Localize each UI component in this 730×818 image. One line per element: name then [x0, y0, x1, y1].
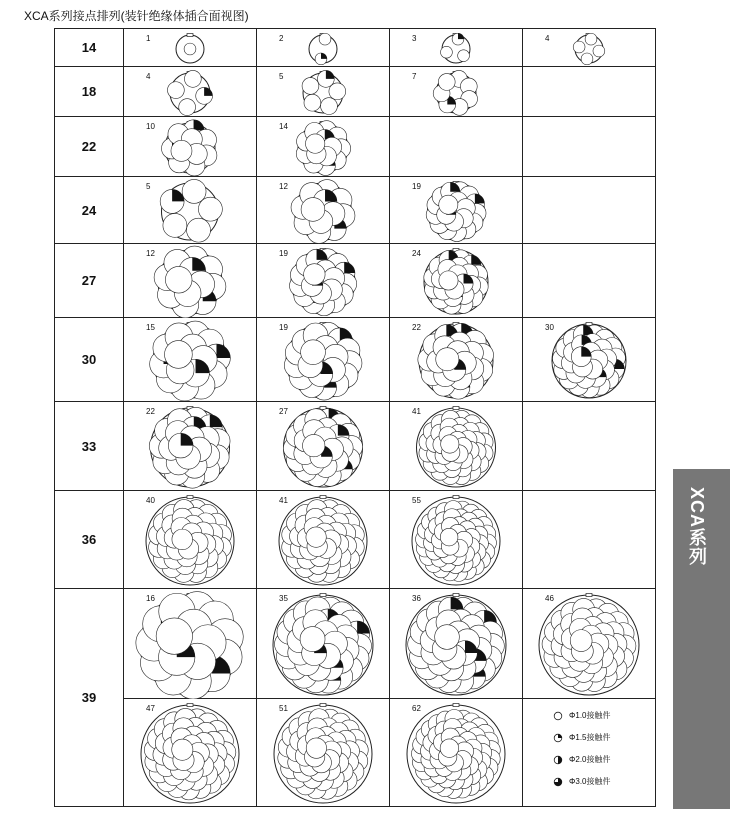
contact-pin	[306, 527, 326, 547]
contact-count-label: 3	[412, 34, 417, 43]
table-row	[55, 589, 656, 699]
contact-pin	[441, 46, 453, 58]
insert-face-drawing	[274, 704, 372, 804]
contact-pin	[593, 45, 605, 57]
insert-diagram	[257, 117, 389, 177]
contact-pin	[304, 94, 321, 111]
arrangement-cell	[124, 67, 257, 117]
arrangement-cell	[523, 244, 656, 318]
shell-size-cell: 24	[55, 177, 124, 244]
insert-face-drawing	[309, 33, 337, 65]
contact-count-label: 27	[279, 407, 288, 416]
arrangement-cell	[390, 402, 523, 491]
shell-size-cell: 14	[55, 29, 124, 67]
empty-circle-icon	[553, 711, 563, 721]
contact-pin	[172, 739, 193, 760]
arrangement-cell	[257, 177, 390, 244]
quarter-circle-icon	[553, 733, 563, 743]
contact-pin	[179, 99, 196, 116]
arrangement-cell	[390, 491, 523, 589]
insert-face-drawing	[162, 120, 217, 176]
insert-face-drawing	[424, 249, 488, 315]
contact-pin	[570, 630, 592, 652]
arrangement-cell	[390, 117, 523, 177]
contact-pin	[581, 53, 593, 65]
insert-diagram	[124, 177, 256, 244]
arrangement-cell	[390, 699, 523, 807]
arrangement-cell	[390, 67, 523, 117]
series-side-tab	[673, 469, 730, 809]
contact-count-label: 62	[412, 704, 421, 713]
contact-pin	[300, 627, 325, 652]
contact-count-label: 10	[146, 122, 155, 131]
contact-pin	[303, 434, 325, 456]
arrangement-cell	[257, 67, 390, 117]
contact-count-label: 14	[279, 122, 288, 131]
insert-face-drawing	[279, 496, 367, 586]
insert-face-drawing	[167, 70, 212, 115]
insert-face-drawing	[418, 323, 494, 400]
arrangement-cell	[124, 589, 257, 699]
contact-pin	[440, 528, 458, 546]
table-row	[55, 29, 656, 67]
insert-face-drawing	[176, 34, 204, 64]
legend-item	[553, 771, 611, 793]
contact-pin	[304, 264, 325, 285]
contact-pin	[438, 74, 455, 91]
shell-size-cell: 27	[55, 244, 124, 318]
insert-diagram	[257, 244, 389, 318]
arrangement-cell	[124, 177, 257, 244]
table-row	[55, 117, 656, 177]
contact-count-label: 5	[279, 72, 284, 81]
contact-pin	[156, 618, 192, 654]
shell-size-cell: 39	[55, 589, 124, 807]
arrangement-cell	[390, 244, 523, 318]
insert-diagram	[257, 589, 389, 699]
insert-diagram	[390, 491, 522, 589]
contact-count-label: 5	[146, 182, 151, 191]
arrangement-cell	[523, 589, 656, 699]
arrangement-cell	[124, 699, 257, 807]
insert-diagram	[390, 244, 522, 318]
insert-diagram	[390, 67, 522, 117]
insert-diagram	[390, 589, 522, 699]
insert-diagram	[124, 699, 256, 807]
table-row	[55, 67, 656, 117]
insert-diagram	[124, 29, 256, 67]
legend-item	[553, 727, 611, 749]
insert-face-drawing	[284, 322, 362, 400]
insert-face-drawing	[441, 33, 470, 63]
contact-pin	[172, 529, 193, 550]
arrangement-cell	[523, 491, 656, 589]
arrangement-cell	[124, 117, 257, 177]
contact-count-label: 35	[279, 594, 288, 603]
insert-diagram	[257, 177, 389, 244]
insert-diagram	[390, 402, 522, 491]
page-title: XCA系列接点排列(装针绝缘体插合面视图)	[24, 9, 249, 23]
contact-pin	[573, 41, 585, 53]
contact-pin	[439, 195, 458, 214]
contact-pin	[321, 98, 338, 115]
insert-diagram	[124, 491, 256, 589]
contact-pin	[585, 33, 597, 45]
side-tab-label: XCA系列	[687, 487, 707, 567]
insert-diagram	[257, 67, 389, 117]
insert-diagram	[124, 589, 256, 699]
half-circle-icon	[553, 755, 563, 765]
contact-count-label: 41	[279, 496, 288, 505]
contact-pin	[167, 82, 184, 99]
arrangement-cell	[390, 177, 523, 244]
contact-count-label: 40	[146, 496, 155, 505]
insert-face-drawing	[154, 246, 226, 318]
arrangement-cell	[124, 402, 257, 491]
table-row	[55, 318, 656, 402]
contact-pin	[301, 198, 325, 222]
contact-count-label: 22	[146, 407, 155, 416]
legend-item	[553, 705, 611, 727]
arrangement-cell	[523, 699, 656, 807]
contact-pin	[163, 213, 187, 237]
contact-pin	[198, 197, 222, 221]
contact-pin	[306, 738, 326, 758]
insert-face-drawing	[291, 180, 355, 244]
insert-diagram	[257, 699, 389, 807]
insert-diagram	[390, 177, 522, 244]
legend-label: Φ1.5接触件	[569, 733, 611, 742]
contact-pin	[187, 218, 211, 242]
arrangement-cell	[124, 491, 257, 589]
legend-label: Φ1.0接触件	[569, 711, 611, 720]
arrangement-cell	[124, 318, 257, 402]
contact-count-label: 4	[545, 34, 550, 43]
contact-count-label: 19	[279, 249, 288, 258]
shell-size-cell: 30	[55, 318, 124, 402]
insert-face-drawing	[160, 179, 222, 242]
contact-count-label: 2	[279, 34, 284, 43]
contact-pin	[439, 271, 458, 290]
contact-count-label: 22	[412, 323, 421, 332]
contact-pin	[171, 140, 192, 161]
table-row	[55, 177, 656, 244]
arrangement-cell	[390, 589, 523, 699]
shell-size-cell: 18	[55, 67, 124, 117]
contact-pin	[165, 341, 193, 369]
contact-pin	[435, 625, 460, 650]
contact-count-label: 51	[279, 704, 288, 713]
legend-label: Φ2.0接触件	[569, 755, 611, 764]
insert-face-drawing	[426, 182, 486, 242]
insert-diagram	[523, 29, 655, 67]
insert-diagram	[523, 589, 655, 699]
legend-item	[553, 749, 611, 771]
arrangement-cell	[523, 117, 656, 177]
insert-face-drawing	[433, 70, 477, 115]
contact-count-label: 46	[545, 594, 554, 603]
insert-diagram	[257, 29, 389, 67]
insert-diagram	[390, 699, 522, 807]
contact-count-label: 19	[279, 323, 288, 332]
arrangement-cell	[390, 318, 523, 402]
insert-diagram	[124, 318, 256, 402]
table-row	[55, 491, 656, 589]
insert-face-drawing	[417, 407, 496, 488]
contact-count-label: 19	[412, 182, 421, 191]
contact-count-label: 15	[146, 323, 155, 332]
arrangement-cell	[257, 117, 390, 177]
arrangement-cell	[257, 244, 390, 318]
insert-face-drawing	[283, 407, 362, 488]
contact-pin	[319, 33, 331, 45]
contact-pin	[458, 50, 470, 62]
insert-face-drawing	[296, 121, 350, 176]
insert-face-drawing	[552, 323, 626, 399]
insert-face-drawing	[141, 704, 239, 804]
arrangement-cell	[257, 402, 390, 491]
insert-diagram	[124, 117, 256, 177]
contact-count-label: 41	[412, 407, 421, 416]
insert-face-drawing	[136, 592, 243, 699]
contact-pin	[165, 266, 192, 293]
shell-size-cell: 22	[55, 117, 124, 177]
contact-legend	[553, 705, 611, 793]
shell-size-cell: 36	[55, 491, 124, 589]
insert-face-drawing	[273, 594, 373, 696]
contact-pin	[436, 348, 459, 371]
insert-face-drawing	[412, 496, 500, 586]
contact-pin	[329, 83, 346, 100]
contact-count-label: 47	[146, 704, 155, 713]
arrangement-cell	[390, 29, 523, 67]
insert-face-drawing	[406, 594, 506, 696]
contact-pin	[302, 78, 319, 95]
insert-face-drawing	[407, 704, 505, 804]
arrangement-cell	[257, 589, 390, 699]
insert-diagram	[124, 244, 256, 318]
insert-face-drawing	[290, 249, 357, 316]
contact-count-label: 1	[146, 34, 151, 43]
contact-pin	[301, 340, 326, 365]
arrangement-cell	[257, 318, 390, 402]
legend-label: Φ3.0接触件	[569, 777, 611, 786]
contact-count-label: 12	[279, 182, 288, 191]
arrangement-cell	[523, 29, 656, 67]
arrangement-cell	[523, 177, 656, 244]
insert-diagram	[523, 318, 655, 402]
contact-count-label: 36	[412, 594, 421, 603]
insert-diagram	[257, 491, 389, 589]
insert-face-drawing	[150, 321, 231, 401]
arrangement-cell	[257, 29, 390, 67]
insert-diagram	[124, 67, 256, 117]
contact-count-label: 30	[545, 323, 554, 332]
insert-face-drawing	[149, 407, 230, 489]
three-quarter-circle-icon	[553, 777, 563, 787]
arrangement-cell	[124, 244, 257, 318]
insert-diagram	[257, 402, 389, 491]
shell-size-cell: 33	[55, 402, 124, 491]
insert-diagram	[124, 402, 256, 491]
arrangement-cell	[257, 491, 390, 589]
arrangement-cell	[523, 402, 656, 491]
contact-pin	[182, 179, 206, 203]
insert-diagram	[390, 318, 522, 402]
contact-count-label: 24	[412, 249, 421, 258]
insert-face-drawing	[539, 594, 639, 696]
table-row	[55, 699, 656, 807]
arrangement-cell	[523, 318, 656, 402]
contact-pin	[184, 70, 201, 87]
contact-count-label: 4	[146, 72, 151, 81]
contact-pin	[440, 739, 459, 758]
arrangement-cell	[523, 67, 656, 117]
contact-pin	[441, 435, 459, 453]
contact-count-label: 12	[146, 249, 155, 258]
contact-count-label: 55	[412, 496, 421, 505]
contact-pin	[305, 134, 324, 153]
insert-diagram	[390, 29, 522, 67]
table-row	[55, 244, 656, 318]
contact-count-label: 7	[412, 72, 417, 81]
contact-pin	[184, 43, 196, 55]
arrangement-cell	[257, 699, 390, 807]
arrangement-cell	[124, 29, 257, 67]
contact-count-label: 16	[146, 594, 155, 603]
table-row	[55, 402, 656, 491]
insert-face-drawing	[302, 70, 346, 114]
insert-diagram	[257, 318, 389, 402]
contact-arrangement-table	[54, 28, 656, 807]
insert-face-drawing	[146, 496, 234, 586]
insert-face-drawing	[573, 33, 605, 65]
